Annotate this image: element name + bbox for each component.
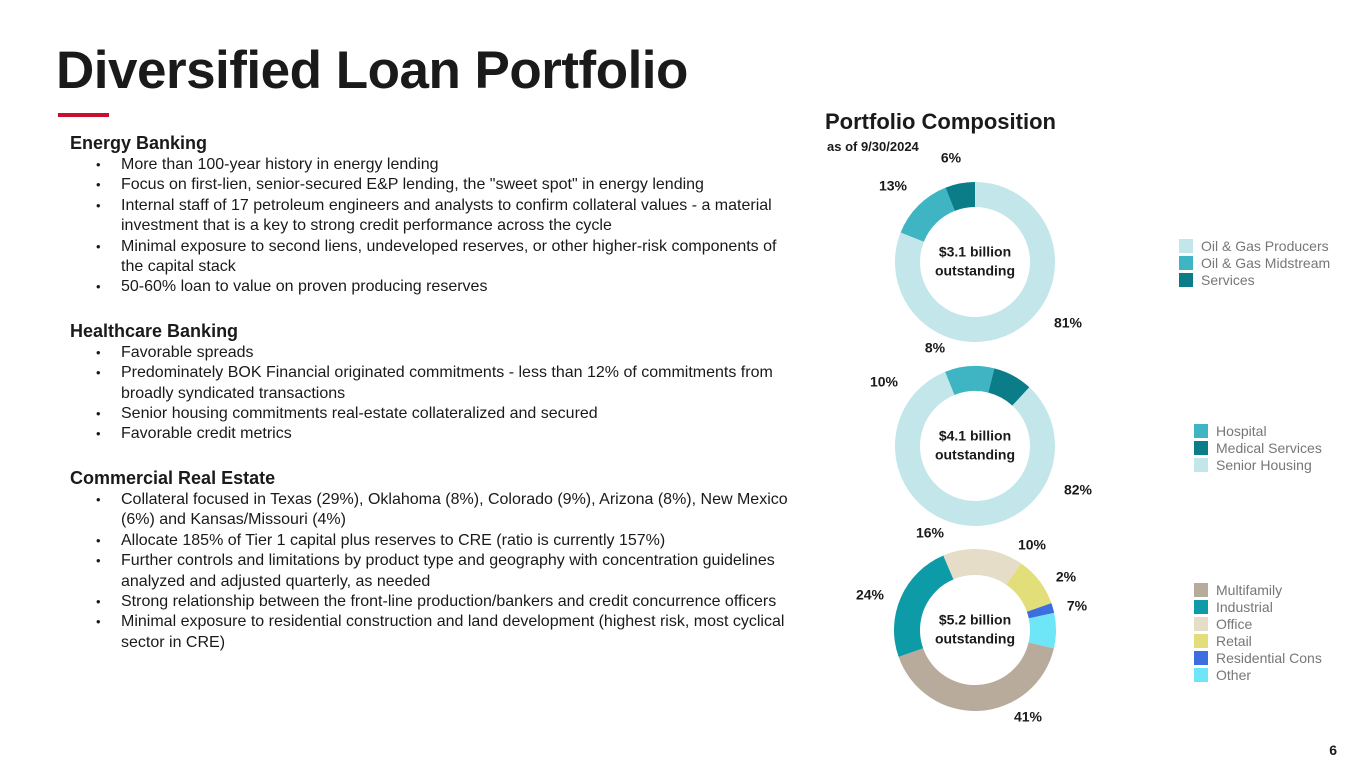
legend-label: Senior Housing bbox=[1216, 456, 1312, 473]
legend-item bbox=[1194, 632, 1322, 649]
donut-center-label: outstanding bbox=[934, 630, 1016, 647]
legend-swatch bbox=[1179, 239, 1193, 253]
donut-slice bbox=[901, 188, 955, 242]
bullet-text: Further controls and limitations by product type and geography with concentration guidelines analyzed and adjusted quarterly, as needed bbox=[121, 552, 775, 590]
bullet-icon: • bbox=[96, 279, 101, 295]
bullet-text: Allocate 185% of Tier 1 capital plus reserves to CRE (ratio is currently 157%) bbox=[121, 531, 666, 549]
legend-item bbox=[1194, 615, 1322, 632]
bullet-text: Internal staff of 17 petroleum engineers and analysts to confirm collateral values - a material investment that is a key to strong credit performance across the cycle bbox=[121, 196, 772, 235]
bullet-text: Focus on first-lien, senior-secured E&P lending, the "sweet spot" in energy lending bbox=[121, 176, 704, 194]
legend-item bbox=[1179, 237, 1330, 254]
legend-label: Hospital bbox=[1216, 422, 1267, 439]
donut-center-label: $3.1 billion bbox=[938, 243, 1012, 260]
legend-label: Other bbox=[1216, 666, 1252, 683]
legend-item bbox=[1194, 456, 1322, 473]
legend-item bbox=[1194, 422, 1322, 439]
legend-swatch bbox=[1194, 583, 1208, 597]
legend-swatch bbox=[1194, 458, 1208, 472]
bullet-text: Favorable spreads bbox=[121, 343, 254, 361]
donut-chart-0 bbox=[879, 150, 1083, 342]
page-title: Diversified Loan Portfolio bbox=[56, 41, 688, 100]
legend-swatch bbox=[1194, 668, 1208, 682]
bullet-text: Senior housing commitments real-estate collateralized and secured bbox=[121, 405, 598, 423]
bullet-text: More than 100-year history in energy lending bbox=[121, 156, 439, 173]
bullet-icon: • bbox=[96, 406, 101, 422]
legend-item bbox=[1194, 649, 1322, 666]
slice-label: 13% bbox=[878, 177, 908, 194]
slice-label: 7% bbox=[1066, 597, 1088, 614]
composition-date: as of 9/30/2024 bbox=[827, 139, 919, 154]
bullet-text: Predominately BOK Financial originated commitments - less than 12% of commitments from broadly syndicated transactions bbox=[121, 364, 773, 402]
bullet-icon: • bbox=[96, 365, 101, 381]
legend-healthcare bbox=[1194, 422, 1322, 473]
donut-center-label: $4.1 billion bbox=[938, 427, 1012, 444]
bullet-text: Collateral focused in Texas (29%), Oklahoma (8%), Colorado (9%), Arizona (8%), New Mexico (6%) and Kansas/Missouri (4%) bbox=[121, 490, 788, 529]
section-heading: Energy Banking bbox=[70, 133, 208, 153]
slice-label: 82% bbox=[1063, 481, 1093, 498]
legend-item bbox=[1194, 666, 1322, 683]
bullet-text: Favorable credit metrics bbox=[121, 425, 292, 443]
bullet-icon: • bbox=[96, 344, 101, 360]
legend-swatch bbox=[1179, 273, 1193, 287]
legend-swatch bbox=[1179, 256, 1193, 270]
legend-swatch bbox=[1194, 617, 1208, 631]
legend-swatch bbox=[1194, 634, 1208, 648]
legend-item bbox=[1194, 581, 1322, 598]
slice-label: 2% bbox=[1055, 568, 1077, 585]
bullet-text: 50-60% loan to value on proven producing reserves bbox=[121, 278, 488, 296]
legend-swatch bbox=[1194, 600, 1208, 614]
legend-swatch bbox=[1194, 441, 1208, 455]
donut-chart-1 bbox=[870, 340, 1093, 526]
donut-slice bbox=[899, 642, 1054, 711]
bullet-text: Minimal exposure to residential construction and land development (highest risk, most cyclical sector in CRE) bbox=[121, 613, 785, 651]
bullet-icon: • bbox=[96, 532, 101, 548]
bullet-icon: • bbox=[96, 157, 101, 172]
legend-label: Medical Services bbox=[1216, 439, 1322, 456]
donut-center-label: outstanding bbox=[934, 262, 1016, 279]
bullet-icon: • bbox=[96, 177, 101, 193]
bullet-icon: • bbox=[96, 426, 101, 442]
bullet-icon: • bbox=[96, 238, 101, 254]
legend-label: Residential Cons bbox=[1216, 649, 1322, 666]
bullet-icon: • bbox=[96, 491, 101, 507]
donut-slice bbox=[1029, 613, 1056, 648]
section-heading: Commercial Real Estate bbox=[70, 467, 276, 488]
legend-item bbox=[1194, 598, 1322, 615]
slice-label: 41% bbox=[1013, 708, 1043, 725]
bullet-text: Strong relationship between the front-line production/bankers and credit concurrence officers bbox=[121, 592, 777, 610]
legend-item bbox=[1194, 439, 1322, 456]
slice-label: 16% bbox=[915, 524, 945, 541]
slice-label: 10% bbox=[1017, 536, 1047, 553]
legend-swatch bbox=[1194, 424, 1208, 438]
donut-center-label: outstanding bbox=[934, 446, 1016, 463]
section-heading: Healthcare Banking bbox=[70, 320, 239, 341]
bullet-text: Minimal exposure to second liens, undeveloped reserves, or other higher-risk components of the capital stack bbox=[121, 237, 777, 276]
legend-label: Multifamily bbox=[1216, 581, 1283, 598]
legend-item bbox=[1179, 254, 1330, 271]
bullet-icon: • bbox=[96, 553, 101, 569]
slice-label: 6% bbox=[940, 149, 962, 166]
legend-item bbox=[1179, 271, 1330, 288]
donut-slice bbox=[943, 549, 1021, 585]
slice-label: 81% bbox=[1053, 314, 1083, 331]
legend-swatch bbox=[1194, 651, 1208, 665]
bullet-icon: • bbox=[96, 197, 101, 213]
legend-label: Services bbox=[1201, 271, 1255, 288]
legend-label: Oil & Gas Producers bbox=[1201, 237, 1329, 254]
donut-chart-2 bbox=[856, 525, 1088, 725]
legend-label: Retail bbox=[1216, 632, 1252, 649]
slice-label: 24% bbox=[855, 586, 885, 603]
bullet-icon: • bbox=[96, 593, 101, 609]
legend-label: Oil & Gas Midstream bbox=[1201, 254, 1331, 271]
page-number: 6 bbox=[1329, 742, 1337, 758]
legend-cre bbox=[1194, 581, 1322, 683]
legend-label: Industrial bbox=[1216, 598, 1273, 615]
slice-label: 8% bbox=[924, 339, 946, 356]
legend-label: Office bbox=[1216, 615, 1253, 632]
legend-energy bbox=[1179, 237, 1330, 288]
donut-center-label: $5.2 billion bbox=[938, 611, 1012, 628]
bullet-icon: • bbox=[96, 614, 101, 630]
composition-title: Portfolio Composition bbox=[825, 109, 1056, 134]
slice-label: 10% bbox=[869, 373, 899, 390]
